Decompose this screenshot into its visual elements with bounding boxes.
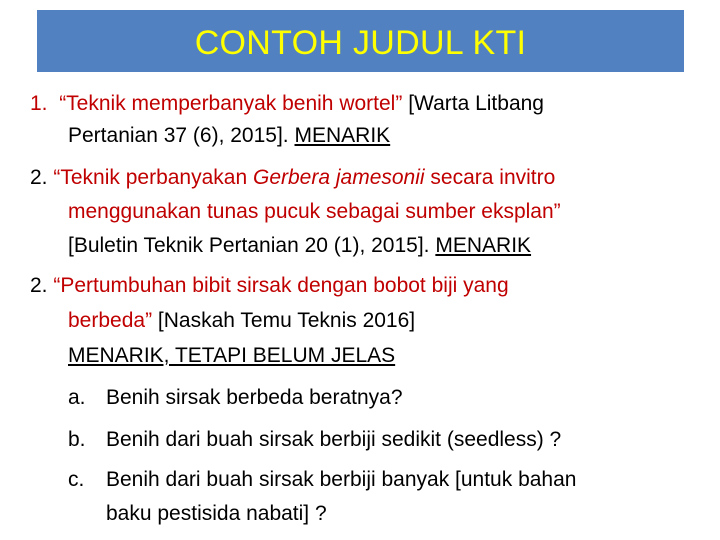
- item-3-line-1: [30, 270, 509, 302]
- item-1-line-2: [68, 120, 390, 152]
- item-1-title: “Teknik memperbanyak benih wortel”: [59, 92, 403, 115]
- item-2-line-3: [68, 230, 531, 262]
- item-3-source: [Naskah Temu Teknis 2016]: [157, 309, 416, 332]
- subitem-b: [68, 424, 561, 456]
- item-2-line-1: [30, 162, 555, 194]
- item-2-title-line-2: menggunakan tunas pucuk sebagai sumber eksplan”: [68, 200, 561, 223]
- subitem-c-letter: c.: [68, 468, 85, 491]
- item-3-verdict: MENARIK, TETAPI BELUM JELAS: [68, 344, 396, 367]
- item-2-number: 2.: [30, 166, 48, 189]
- item-1-number: 1.: [30, 92, 48, 115]
- subitem-c-line-2: [106, 498, 327, 530]
- item-2-title-part-2: secara invitro: [430, 166, 556, 189]
- item-2-source: [Buletin Teknik Pertanian 20 (1), 2015].: [68, 234, 430, 257]
- subitem-a-letter: a.: [68, 386, 86, 409]
- subitem-b-text: Benih dari buah sirsak berbiji sedikit (seedless) ?: [106, 428, 562, 451]
- subitem-c-text-line-2: baku pestisida nabati] ?: [106, 502, 327, 525]
- item-3-title-line-2: berbeda”: [68, 309, 153, 332]
- item-2-title-italic: Gerbera jamesonii: [252, 166, 425, 189]
- subitem-b-letter: b.: [68, 428, 86, 451]
- item-3-title-line-1: “Pertumbuhan bibit sirsak dengan bobot biji yang: [53, 274, 509, 297]
- item-1-source-line-1: [Warta Litbang: [408, 92, 544, 115]
- item-3-number: 2.: [30, 274, 48, 297]
- item-2-verdict: MENARIK: [435, 234, 532, 257]
- subitem-a: [68, 382, 403, 414]
- item-1-line-1: [30, 88, 544, 120]
- subitem-a-text: Benih sirsak berbeda beratnya?: [106, 386, 403, 409]
- subitem-c-line-1: [68, 464, 576, 496]
- item-2-line-2: [68, 196, 561, 228]
- item-3-line-2: [68, 305, 415, 337]
- slide-title: CONTOH JUDUL KTI: [194, 23, 527, 62]
- subitem-c-text-line-1: Benih dari buah sirsak berbiji banyak [untuk bahan: [106, 468, 577, 491]
- item-1-source-line-2: Pertanian 37 (6), 2015].: [68, 124, 289, 147]
- item-3-line-3: [68, 340, 395, 372]
- item-1-verdict: MENARIK: [294, 124, 391, 147]
- item-2-title-part-1: “Teknik perbanyakan: [53, 166, 248, 189]
